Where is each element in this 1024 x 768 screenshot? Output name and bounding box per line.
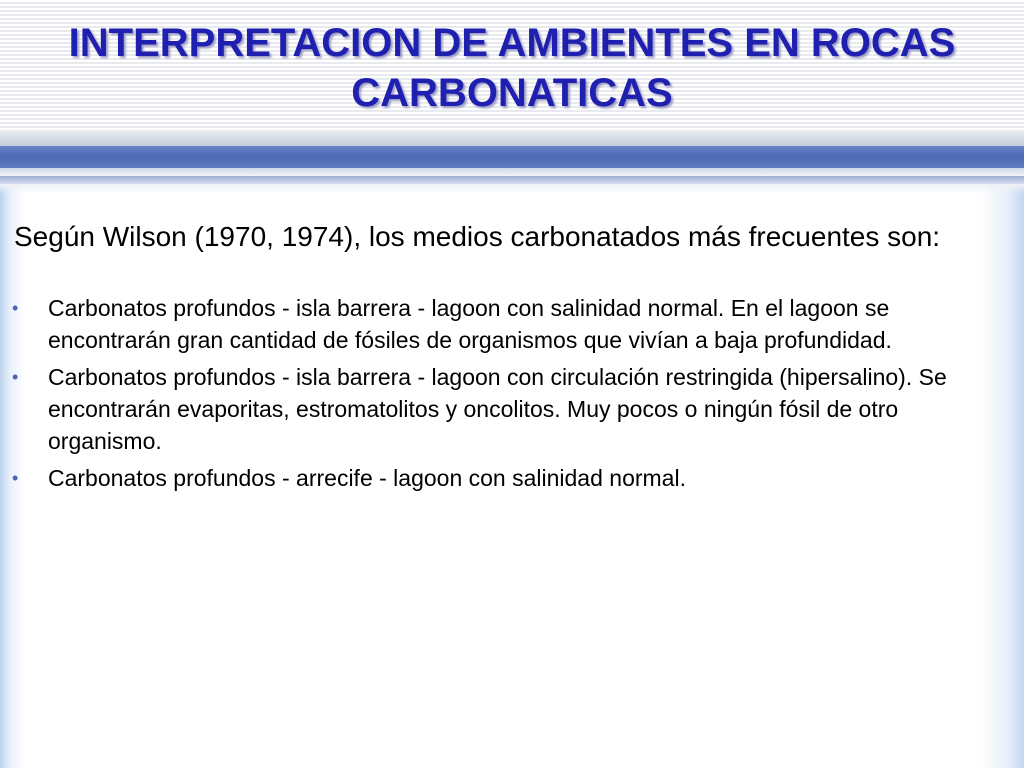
header-band-fade [0, 184, 1024, 194]
slide-title: INTERPRETACION DE AMBIENTES EN ROCAS CARBONATICAS [68, 21, 956, 115]
header-band-light [0, 132, 1024, 146]
slide-content [14, 218, 974, 499]
bullet-text: Carbonatos profundos - isla barrera - lagoon con circulación restringida (hipersalino). Se encontrarán evaporitas, estromatolitos y oncolitos. Muy pocos o ningún fósil de otro organismo. [48, 364, 947, 454]
bullet-text: Carbonatos profundos - arrecife - lagoon con salinidad normal. [48, 465, 686, 491]
intro-text: Según Wilson (1970, 1974), los medios carbonatados más frecuentes son: [14, 221, 941, 252]
bullet-marker: • [12, 468, 19, 488]
header-band-blue [0, 146, 1024, 168]
bullet-item [14, 462, 974, 494]
bullet-item [14, 292, 974, 356]
bullet-item [14, 361, 974, 457]
header-band-shadow [0, 176, 1024, 184]
bullet-marker: • [12, 367, 19, 387]
bullet-text: Carbonatos profundos - isla barrera - lagoon con salinidad normal. En el lagoon se encontrarán gran cantidad de fósiles de organismos que vivían a baja profundidad. [48, 295, 892, 353]
bullet-list [14, 292, 974, 494]
header-band-highlight [0, 168, 1024, 176]
bullet-marker: • [12, 298, 19, 318]
